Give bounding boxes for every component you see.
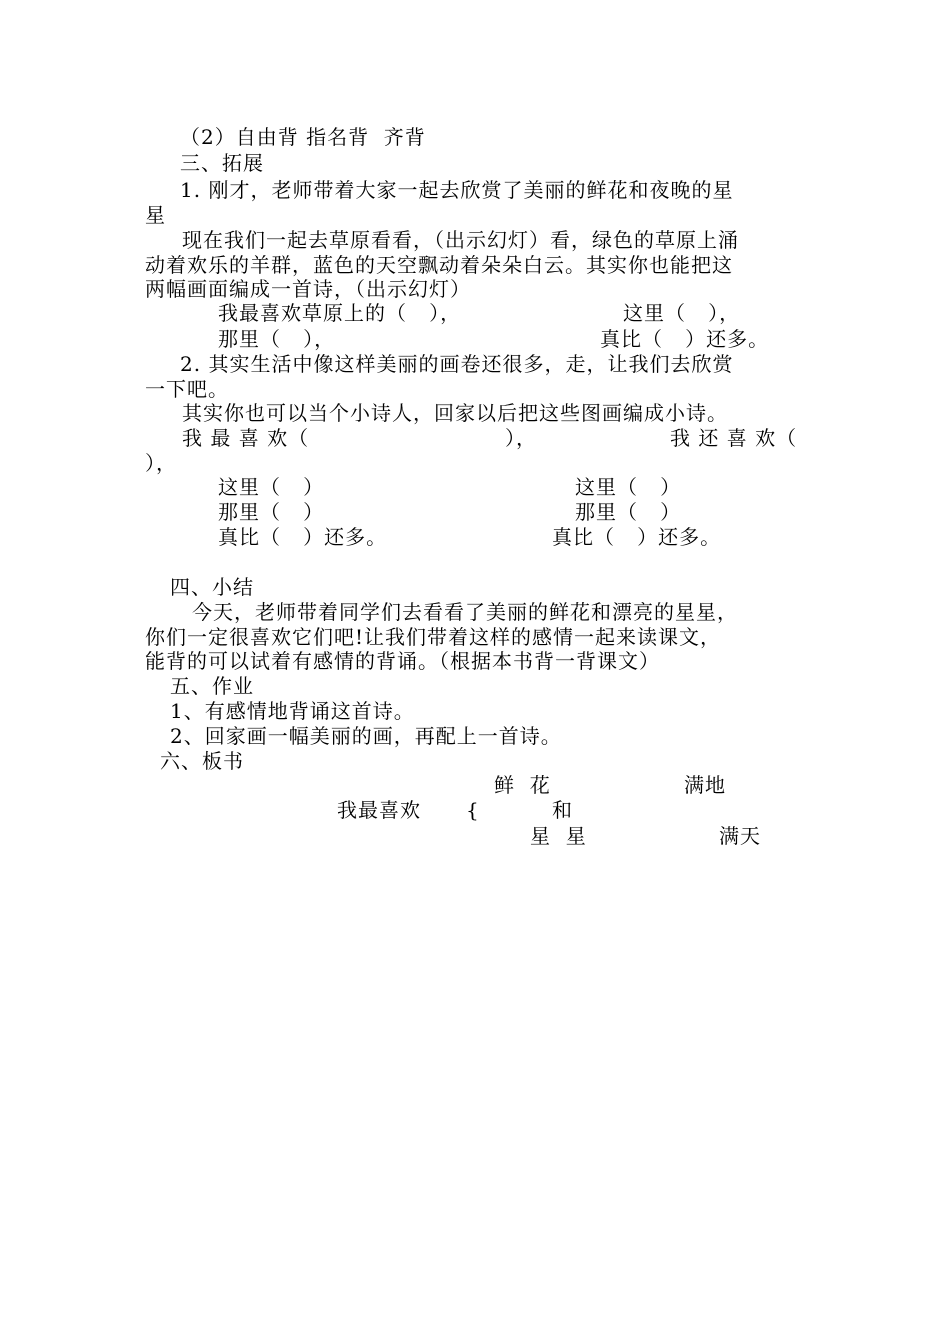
item2-line2: 一下吧。: [145, 377, 229, 401]
prairie-line3: 两幅画面编成一首诗，（出示幻灯）: [145, 277, 471, 301]
board-flowers: 鲜 花: [494, 773, 551, 797]
recite-line: （2）自由背 指名背 齐背: [180, 125, 426, 149]
summary-line1: 今天，老师带着同学们去看看了美丽的鲜花和漂亮的星星，: [192, 600, 738, 624]
right-here: 这里（ ）: [575, 475, 682, 499]
board-stars: 星 星: [530, 824, 587, 848]
also-like-open: 我 还 喜 欢（: [670, 426, 798, 450]
section6-heading: 六、板书: [160, 749, 244, 773]
board-everywhere: 满地: [684, 773, 726, 797]
left-here: 这里（ ）: [218, 475, 325, 499]
fill1-like: 我最喜欢草原上的（ ），: [218, 301, 462, 325]
right-more: 真比（ ）还多。: [552, 525, 722, 549]
section4-heading: 四、小结: [170, 575, 254, 599]
fill1-here: 这里（ ），: [623, 301, 741, 325]
summary-line3: 能背的可以试着有感情的背诵。（根据本书背一背课文）: [145, 649, 660, 673]
summary-line2: 你们一定很喜欢它们吧!让我们带着这样的感情一起来读课文，: [145, 625, 722, 649]
also-like-close: ），: [145, 451, 177, 475]
like-open: 我 最 喜 欢（: [182, 426, 310, 450]
board-sky: 满天: [719, 824, 761, 848]
item2-line1: 2. 其实生活中像这样美丽的画卷还很多，走，让我们去欣赏: [180, 352, 734, 376]
board-like: 我最喜欢: [337, 798, 421, 822]
board-and: 和: [552, 798, 573, 822]
homework-1: 1、有感情地背诵这首诗。: [170, 699, 415, 723]
prairie-line1: 现在我们一起去草原看看，（出示幻灯）看，绿色的草原上涌: [182, 228, 739, 252]
like-close: ），: [505, 426, 537, 450]
board-brace: {: [466, 798, 480, 822]
section5-heading: 五、作业: [170, 674, 254, 698]
item1-line2: 星: [145, 203, 166, 227]
poet-line: 其实你也可以当个小诗人，回家以后把这些图画编成小诗。: [182, 401, 728, 425]
right-there: 那里（ ）: [575, 500, 682, 524]
fill1-more: 真比（ ）还多。: [600, 327, 770, 351]
item1-line1: 1. 刚才，老师带着大家一起去欣赏了美丽的鲜花和夜晚的星: [180, 178, 734, 202]
homework-2: 2、回家画一幅美丽的画，再配上一首诗。: [170, 724, 562, 748]
section3-heading: 三、拓展: [180, 151, 264, 175]
left-more: 真比（ ）还多。: [218, 525, 388, 549]
fill1-there: 那里（ ），: [218, 327, 336, 351]
left-there: 那里（ ）: [218, 500, 325, 524]
prairie-line2: 动着欢乐的羊群，蓝色的天空飘动着朵朵白云。其实你也能把这: [145, 253, 733, 277]
